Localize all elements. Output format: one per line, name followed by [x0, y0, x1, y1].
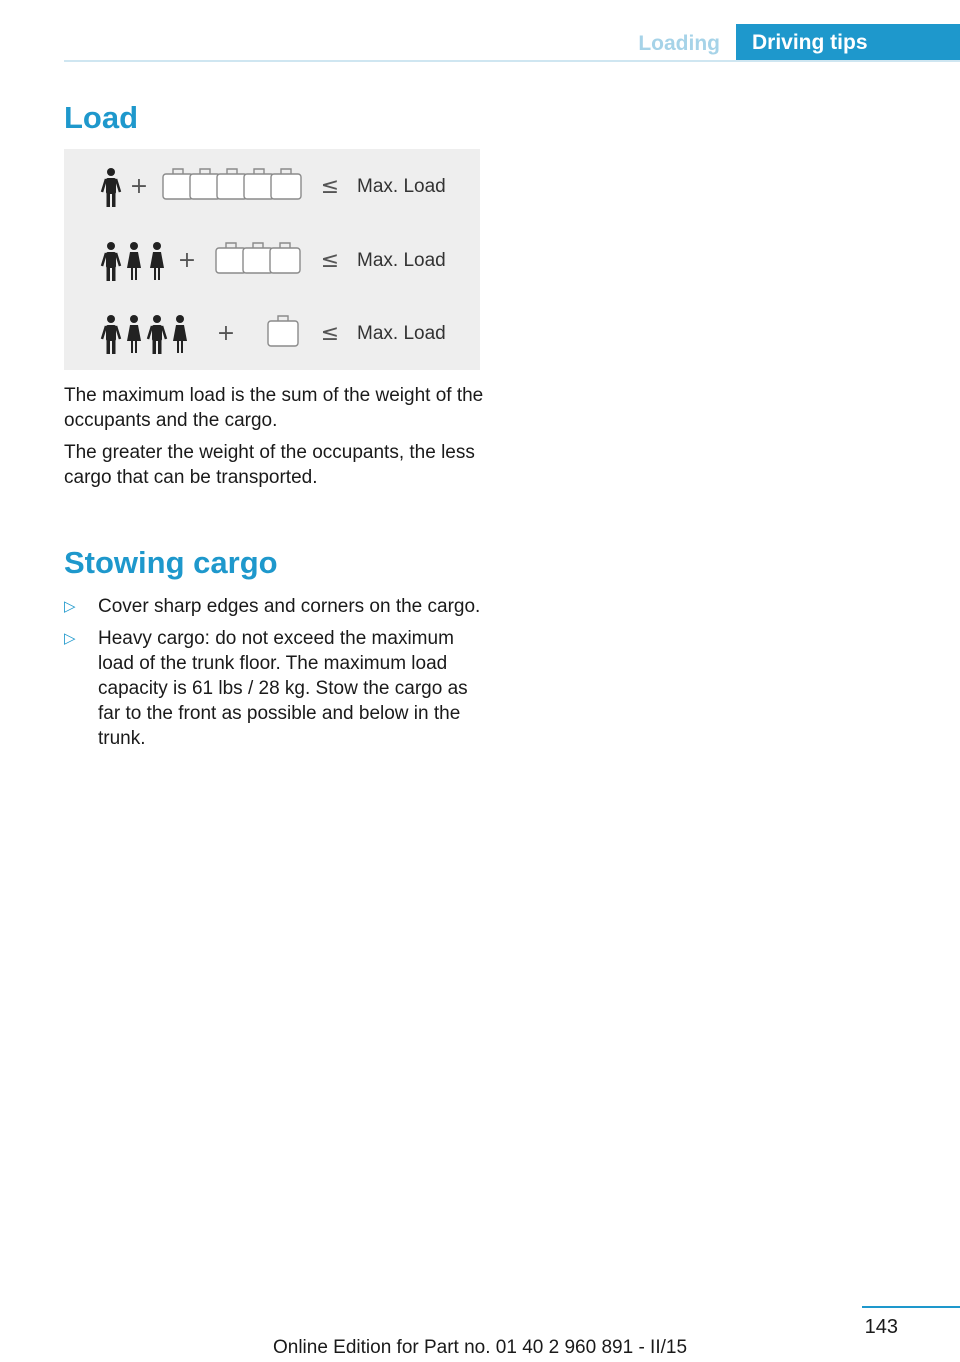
list-item-text: Cover sharp edges and corners on the cargo. [98, 596, 481, 617]
suitcase-icon [190, 169, 220, 199]
list-item [64, 626, 484, 751]
less-equal-symbol: ≤ [320, 174, 340, 199]
bullet-triangle-icon: ▷ [64, 598, 76, 615]
max-load-label: Max. Load [357, 250, 446, 271]
suitcase-icon [216, 243, 246, 273]
max-load-label: Max. Load [357, 176, 446, 197]
list-item-text: Heavy cargo: do not exceed the maximum load of the trunk floor. The maximum load capacity is 61 lbs / 28 kg. Stow the cargo as far to the front as possible and below in the trunk. [98, 628, 468, 749]
person-icon [102, 242, 120, 281]
suitcase-icon [271, 169, 301, 199]
suitcase-icon [217, 169, 247, 199]
person-icon [102, 315, 120, 354]
bullet-triangle-icon: ▷ [64, 630, 76, 647]
edition-footer: Online Edition for Part no. 01 40 2 960 891 - II/15 [272, 1337, 688, 1358]
person-icon [148, 315, 166, 354]
page-number: 143 [864, 1316, 898, 1338]
person-icon [150, 242, 164, 280]
people-group [102, 242, 164, 281]
footer-divider [862, 1306, 960, 1308]
tab-loading[interactable]: Loading [638, 32, 720, 55]
suitcase-icon [163, 169, 193, 199]
section-title-stowing-cargo: Stowing cargo [64, 545, 278, 580]
suitcase-icon [244, 169, 274, 199]
people-group [102, 168, 120, 207]
load-figure [64, 149, 480, 370]
plus-symbol: + [216, 321, 236, 346]
suitcase-group [216, 243, 300, 273]
section-title-load: Load [64, 100, 139, 135]
suitcase-icon [243, 243, 273, 273]
suitcase-icon [268, 316, 298, 346]
people-group [102, 315, 187, 354]
load-paragraph-1: The maximum load is the sum of the weight of the occupants and the cargo. [64, 385, 484, 431]
header-divider [64, 60, 960, 62]
suitcase-group [163, 169, 301, 199]
less-equal-symbol: ≤ [320, 321, 340, 346]
load-diagram [64, 149, 480, 370]
stowing-list [64, 594, 484, 758]
person-icon [127, 242, 141, 280]
list-item [64, 594, 484, 619]
tab-driving-tips[interactable]: Driving tips [736, 24, 960, 62]
plus-symbol: + [129, 174, 149, 199]
person-icon [102, 168, 120, 207]
less-equal-symbol: ≤ [320, 248, 340, 273]
load-paragraph-2: The greater the weight of the occupants, the less cargo that can be transported. [64, 442, 475, 488]
max-load-label: Max. Load [357, 323, 446, 344]
person-icon [173, 315, 187, 353]
suitcase-group [268, 316, 298, 346]
person-icon [127, 315, 141, 353]
plus-symbol: + [177, 248, 197, 273]
suitcase-icon [270, 243, 300, 273]
